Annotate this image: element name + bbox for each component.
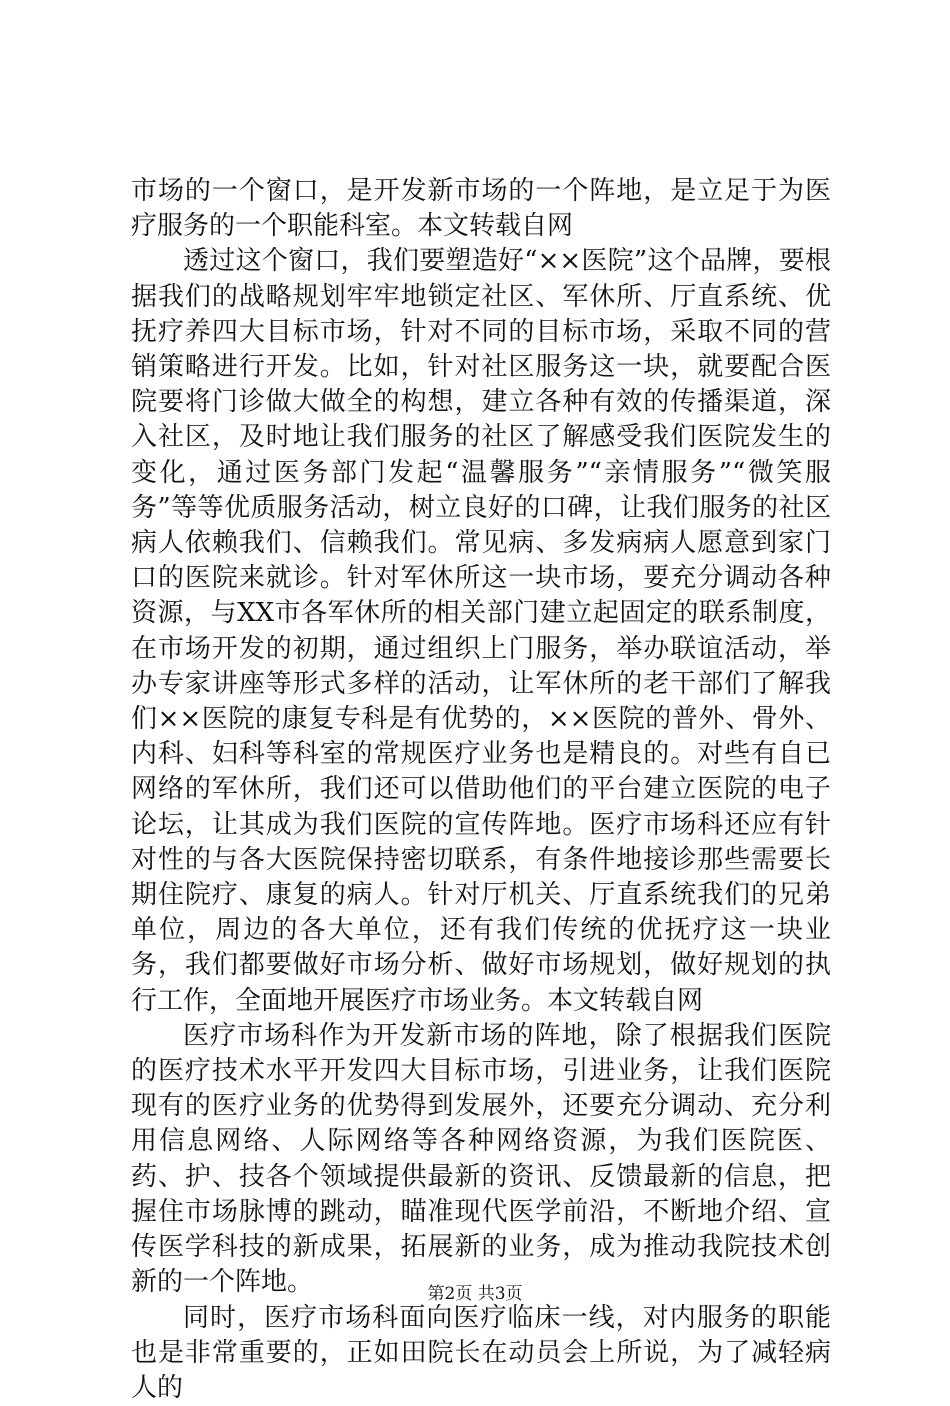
paragraph-1: 市场的一个窗口，是开发新市场的一个阵地，是立足于为医疗服务的一个职能科室。本文转载自网	[131, 174, 831, 244]
document-body	[131, 174, 831, 1406]
paragraph-4: 同时，医疗市场科面向医疗临床一线，对内服务的职能也是非常重要的，正如田院长在动员会上所说，为了减轻病人的	[131, 1301, 831, 1406]
paragraph-3: 医疗市场科作为开发新市场的阵地，除了根据我们医院的医疗技术水平开发四大目标市场，引进业务，让我们医院现有的医疗业务的优势得到发展外，还要充分调动、充分利用信息网络、人际网络等各种网络资源，为我们医院医、药、护、技各个领域提供最新的资讯、反馈最新的信息，把握住市场脉博的跳动，瞄准现代医学前沿，不断地介绍、宣传医学科技的新成果，拓展新的业务，成为推动我院技术创新的一个阵地。	[131, 1019, 831, 1301]
page-number-label: 第2页 共3页	[427, 1284, 522, 1304]
paragraph-2: 透过这个窗口，我们要塑造好“××医院”这个品牌，要根据我们的战略规划牢牢地锁定社区、军休所、厅直系统、优抚疗养四大目标市场，针对不同的目标市场，采取不同的营销策略进行开发。比如，针对社区服务这一块，就要配合医院要将门诊做大做全的构想，建立各种有效的传播渠道，深入社区，及时地让我们服务的社区了解感受我们医院发生的变化，通过医务部门发起“温馨服务”“亲情服务”“微笑服务”等等优质服务活动，树立良好的口碑，让我们服务的社区病人依赖我们、信赖我们。常见病、多发病病人愿意到家门口的医院来就诊。针对军休所这一块市场，要充分调动各种资源，与XX市各军休所的相关部门建立起固定的联系制度，在市场开发的初期，通过组织上门服务，举办联谊活动，举办专家讲座等形式多样的活动，让军休所的老干部们了解我们××医院的康复专科是有优势的，××医院的普外、骨外、内科、妇科等科室的常规医疗业务也是精良的。对些有自已网络的军休所，我们还可以借助他们的平台建立医院的电子论坛，让其成为我们医院的宣传阵地。医疗市场科还应有针对性的与各大医院保持密切联系，有条件地接诊那些需要长期住院疗、康复的病人。针对厅机关、厅直系统我们的兄弟单位，周边的各大单位，还有我们传统的优抚疗这一块业务，我们都要做好市场分析、做好市场规划，做好规划的执行工作，全面地开展医疗市场业务。本文转载自网	[131, 244, 831, 1018]
page-footer	[0, 1284, 950, 1304]
